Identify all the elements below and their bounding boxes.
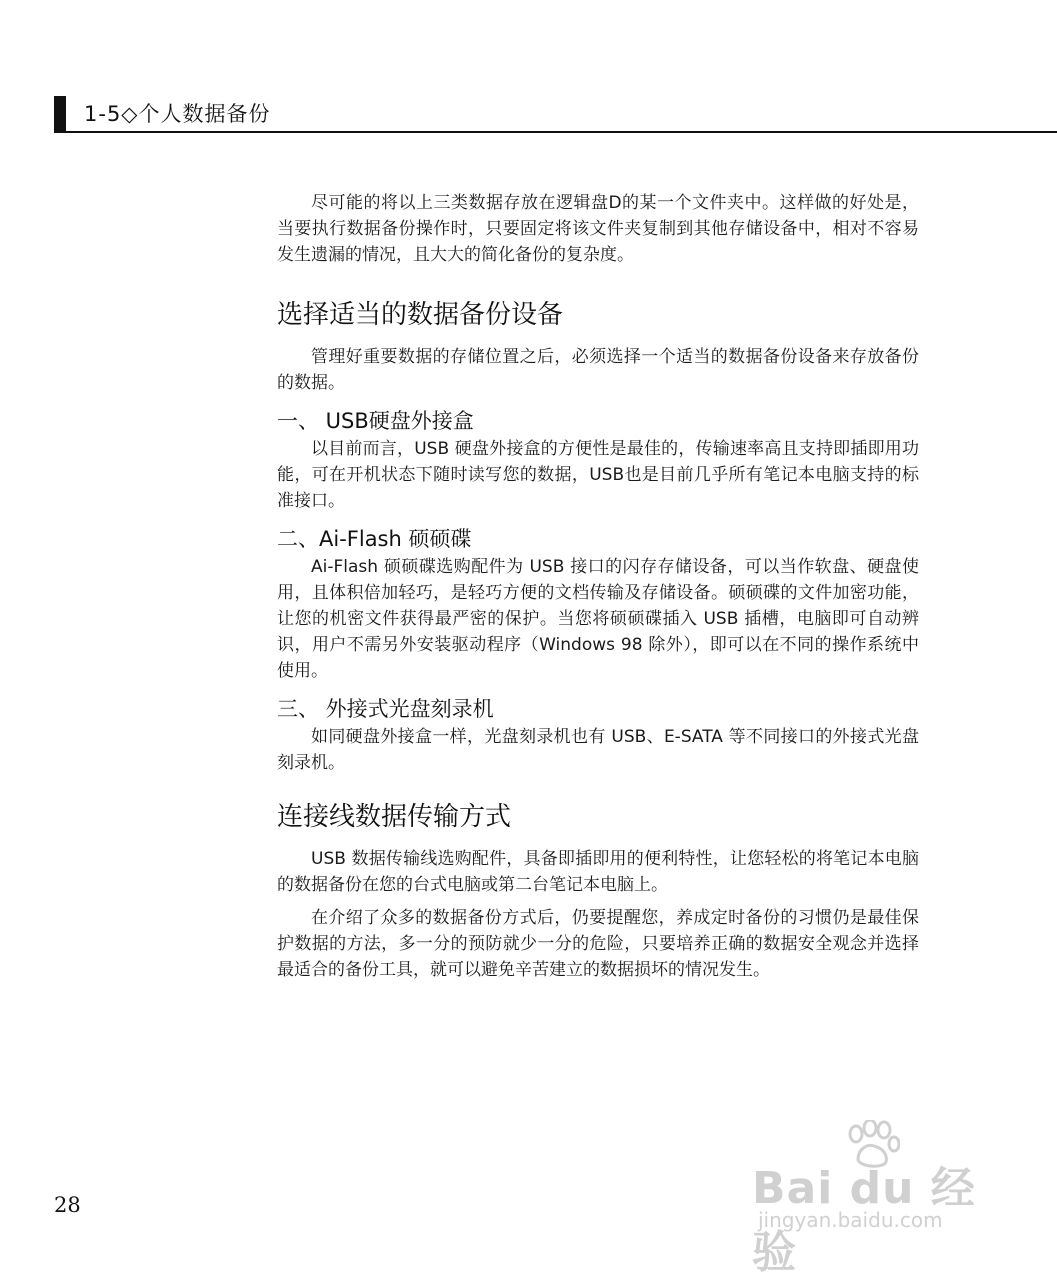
section2-paragraph-2: 在介绍了众多的数据备份方式后，仍要提醒您，养成定时备份的习惯仍是最佳保护数据的方法，多一分的预防就少一分的危险，只要培养正确的数据安全观念并选择最适合的备份工具，就可以避免辛苦建立的数据损坏的情况发生。: [277, 908, 919, 980]
section2-paragraph-1: USB 数据传输线选购配件，具备即插即用的便利特性，让您轻松的将笔记本电脑的数据备份在您的台式电脑或第二台笔记本电脑上。: [277, 849, 919, 895]
section-title-backup-devices: 选择适当的数据备份设备: [277, 300, 564, 330]
subsection-text-ai-flash: Ai-Flash 硕硕碟选购配件为 USB 接口的闪存存储设备，可以当作软盘、硬盘使用，且体积倍加轻巧，是轻巧方便的文档传输及存储设备。硕硕碟的文件加密功能，让您的机密文件获得最严密的保护。当您将硕硕碟插入 USB 插槽，电脑即可自动辨识，用户不需另外安装驱动程序（Windows 98 除外），即可以在不同的操作系统中使用。: [277, 557, 919, 681]
baidu-watermark: [752, 1120, 1002, 1278]
section1-intro-paragraph: 管理好重要数据的存储位置之后，必须选择一个适当的数据备份设备来存放备份的数据。: [277, 347, 919, 393]
watermark-url: jingyan.baidu.com: [758, 1208, 943, 1232]
section-title-cable-transfer: 连接线数据传输方式: [277, 802, 512, 832]
header-rule: [54, 131, 1057, 133]
page-number: 28: [54, 1193, 81, 1217]
subsection-text-external-burner: 如同硬盘外接盒一样，光盘刻录机也有 USB、E-SATA 等不同接口的外接式光盘刻录机。: [277, 727, 919, 773]
main-content: [277, 190, 919, 983]
subsection-title-usb-enclosure: 一、 USB硬盘外接盒: [277, 409, 474, 433]
intro-paragraph: 尽可能的将以上三类数据存放在逻辑盘D的某一个文件夹中。这样做的好处是，当要执行数据备份操作时，只要固定将该文件夹复制到其他存储设备中，相对不容易发生遗漏的情况，且大大的简化备份的复杂度。: [277, 193, 919, 265]
watermark-logo-text: Bai du 经验: [752, 1163, 976, 1278]
subsection-text-usb-enclosure: 以目前而言，USB 硬盘外接盒的方便性是最佳的，传输速率高且支持即插即用功能，可在开机状态下随时读写您的数据，USB也是目前几乎所有笔记本电脑支持的标准接口。: [277, 439, 919, 511]
page-header-title: 1-5◇个人数据备份: [84, 102, 271, 126]
header-bar: [54, 96, 66, 132]
subsection-title-ai-flash: 二、Ai-Flash 硕硕碟: [277, 527, 472, 551]
subsection-title-external-burner: 三、 外接式光盘刻录机: [277, 697, 494, 721]
